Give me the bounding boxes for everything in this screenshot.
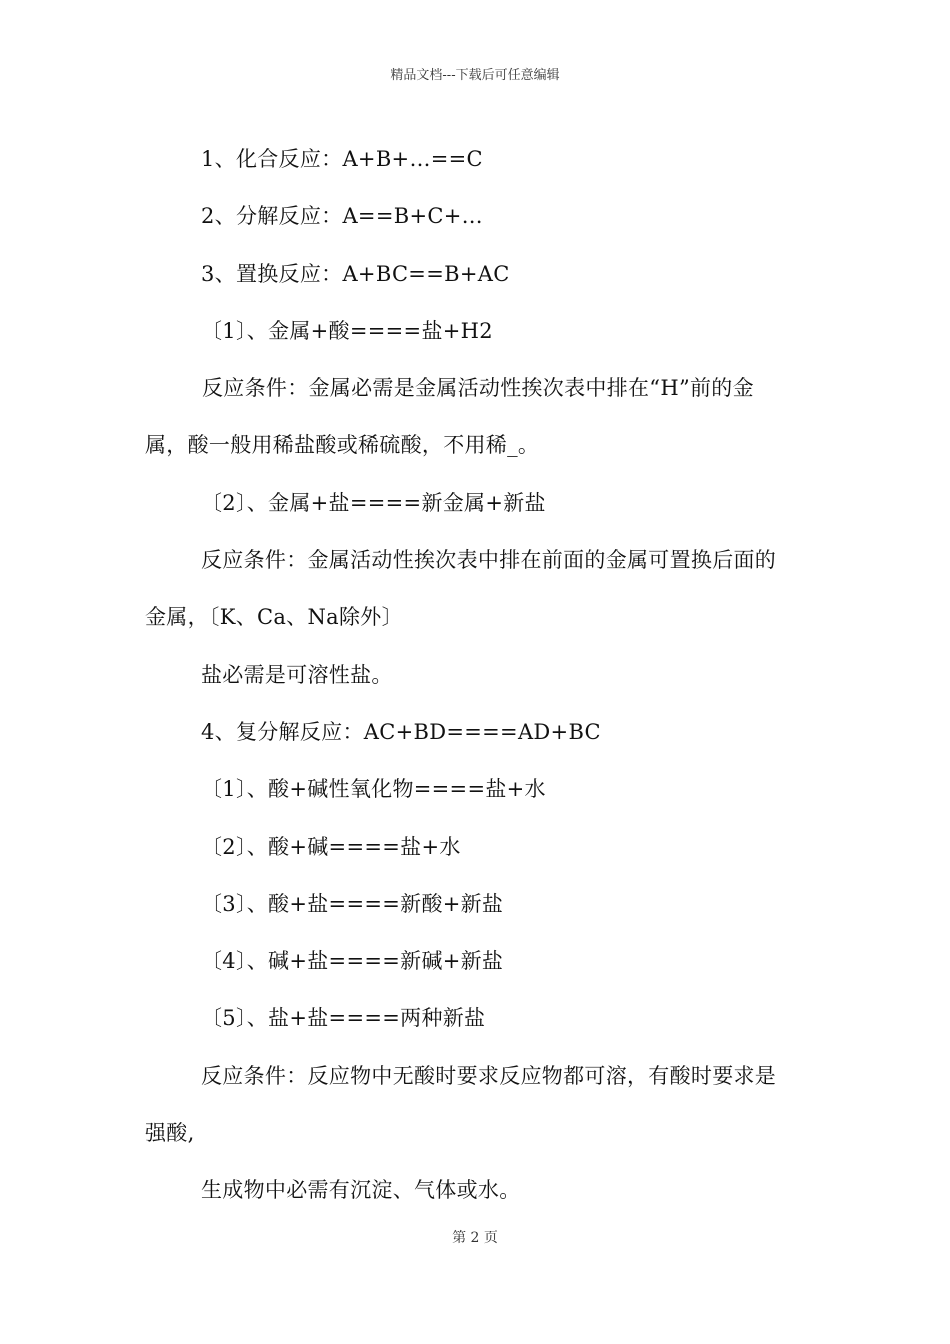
text-line: 〔2〕、酸+碱====盐+水 [201, 834, 461, 859]
text-line: 盐必需是可溶性盐。 [201, 662, 393, 687]
document-body [145, 131, 810, 1220]
text-line: 〔4〕、碱+盐====新碱+新盐 [201, 949, 504, 974]
text-line: 〔1〕、金属+酸====盐+H2 [201, 318, 493, 343]
page-footer: 第 2 页 [452, 1230, 498, 1246]
text-line: 反应条件：金属活动性挨次表中排在前面的金属可置换后面的 [201, 548, 777, 573]
text-line: 〔2〕、金属+盐====新金属+新盐 [201, 490, 546, 515]
text-line: 2、分解反应：A==B+C+… [201, 204, 483, 229]
text-line: 〔3〕、酸+盐====新酸+新盐 [201, 891, 504, 916]
text-line: 金属，〔K、Ca、Na除外〕 [145, 605, 403, 630]
text-line: 〔1〕、酸+碱性氧化物====盐+水 [201, 777, 546, 802]
text-line: 4、复分解反应：AC+BD====AD+BC [201, 719, 601, 744]
text-line: 属，酸一般用稀盐酸或稀硫酸，不用稀_。 [145, 433, 540, 458]
text-line: 强酸, [145, 1121, 195, 1146]
page-header: 精品文档---下载后可任意编辑 [390, 68, 560, 83]
text-line: 反应条件：金属必需是金属活动性挨次表中排在“H”前的金 [202, 376, 754, 401]
text-line: 生成物中必需有沉淀、气体或水。 [201, 1178, 521, 1203]
text-line: 〔5〕、盐+盐====两种新盐 [201, 1006, 486, 1031]
text-line: 3、置换反应：A+BC==B+AC [201, 261, 510, 286]
text-line: 1、化合反应：A+B+…==C [201, 147, 483, 171]
text-line: 反应条件：反应物中无酸时要求反应物都可溶，有酸时要求是 [201, 1063, 777, 1088]
